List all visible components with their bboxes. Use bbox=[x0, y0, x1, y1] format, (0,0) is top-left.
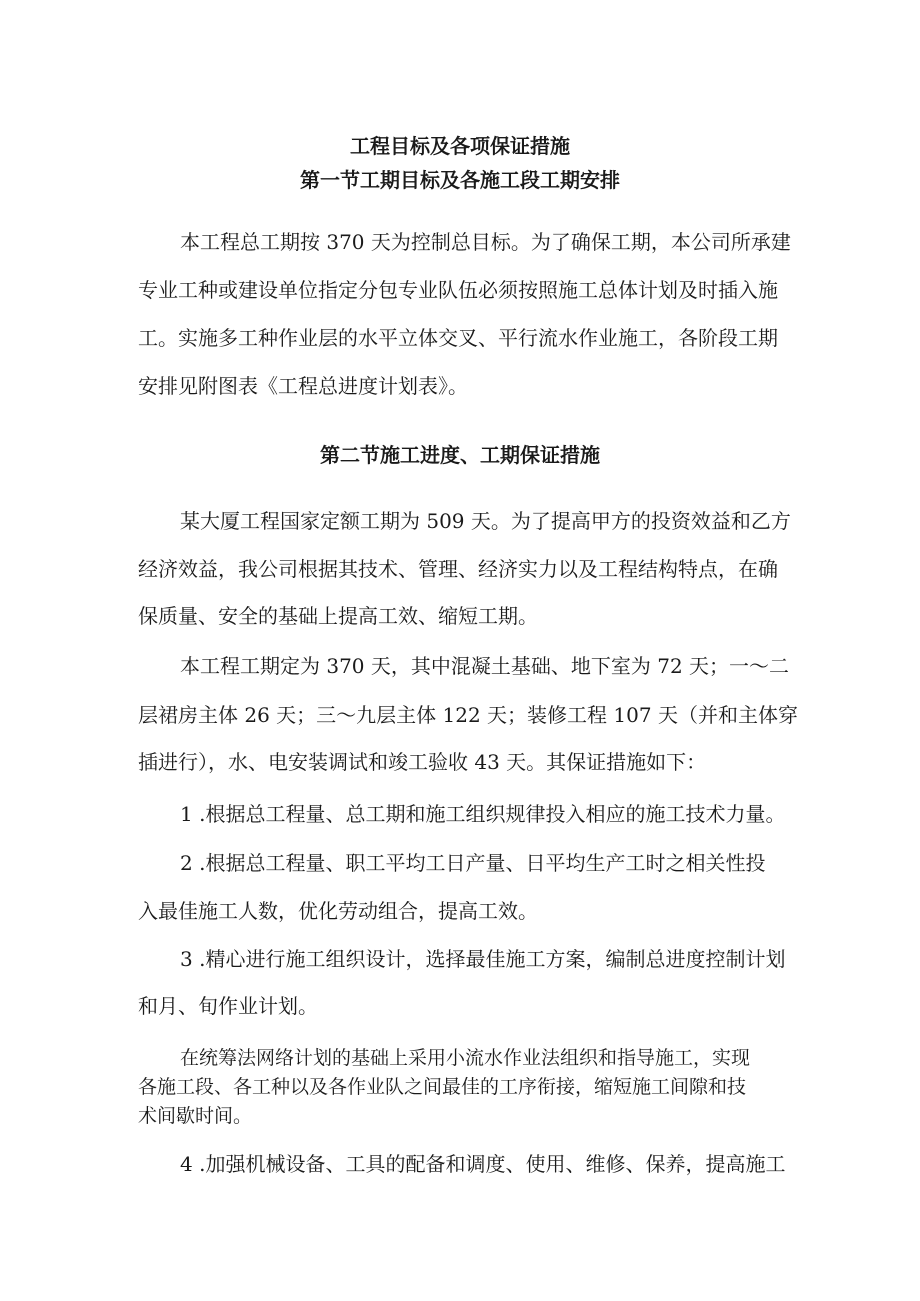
text-line: 某大厦工程国家定额工期为 509 天。为了提高甲方的投资效益和乙方 bbox=[180, 509, 791, 533]
text-line: 和月、旬作业计划。 bbox=[138, 994, 318, 1018]
text-line: 各施工段、各工种以及各作业队之间最佳的工序衔接，缩短施工间隙和技 bbox=[138, 1076, 747, 1098]
text-line: 插进行），水、电安装调试和竣工验收 43 天。其保证措施如下： bbox=[138, 750, 707, 774]
section1-heading: 第一节工期目标及各施工段工期安排 bbox=[300, 168, 620, 192]
text-line: 4 .加强机械设备、工具的配备和调度、使用、维修、保养，提高施工 bbox=[180, 1152, 786, 1176]
text-line: 1 .根据总工程量、总工期和施工组织规律投入相应的施工技术力量。 bbox=[180, 802, 786, 826]
text-line: 在统筹法网络计划的基础上采用小流水作业法组织和指导施工，实现 bbox=[180, 1047, 751, 1069]
text-line: 专业工种或建设单位指定分包专业队伍必须按照施工总体计划及时插入施 bbox=[138, 278, 778, 302]
text-line: 本工程总工期按 370 天为控制总目标。为了确保工期，本公司所承建 bbox=[180, 230, 791, 254]
text-line: 2 .根据总工程量、职工平均工日产量、日平均生产工时之相关性投 bbox=[180, 851, 766, 875]
text-line: 本工程工期定为 370 天，其中混凝土基础、地下室为 72 天；一～二 bbox=[180, 654, 790, 678]
text-line: 经济效益，我公司根据其技术、管理、经济实力以及工程结构特点，在确 bbox=[138, 557, 778, 581]
text-line: 入最佳施工人数，优化劳动组合，提高工效。 bbox=[138, 899, 538, 923]
text-line: 3 .精心进行施工组织设计，选择最佳施工方案，编制总进度控制计划 bbox=[180, 947, 786, 971]
text-line: 层裙房主体 26 天；三～九层主体 122 天；装修工程 107 天（并和主体穿 bbox=[138, 703, 798, 727]
text-line: 术间歇时间。 bbox=[138, 1105, 253, 1127]
text-line: 工。实施多工种作业层的水平立体交叉、平行流水作业施工，各阶段工期 bbox=[138, 326, 778, 350]
text-line: 保质量、安全的基础上提高工效、缩短工期。 bbox=[138, 604, 538, 628]
text-line: 安排见附图表《工程总进度计划表》。 bbox=[138, 374, 468, 398]
document-title: 工程目标及各项保证措施 bbox=[350, 134, 570, 158]
section2-heading: 第二节施工进度、工期保证措施 bbox=[320, 443, 600, 467]
